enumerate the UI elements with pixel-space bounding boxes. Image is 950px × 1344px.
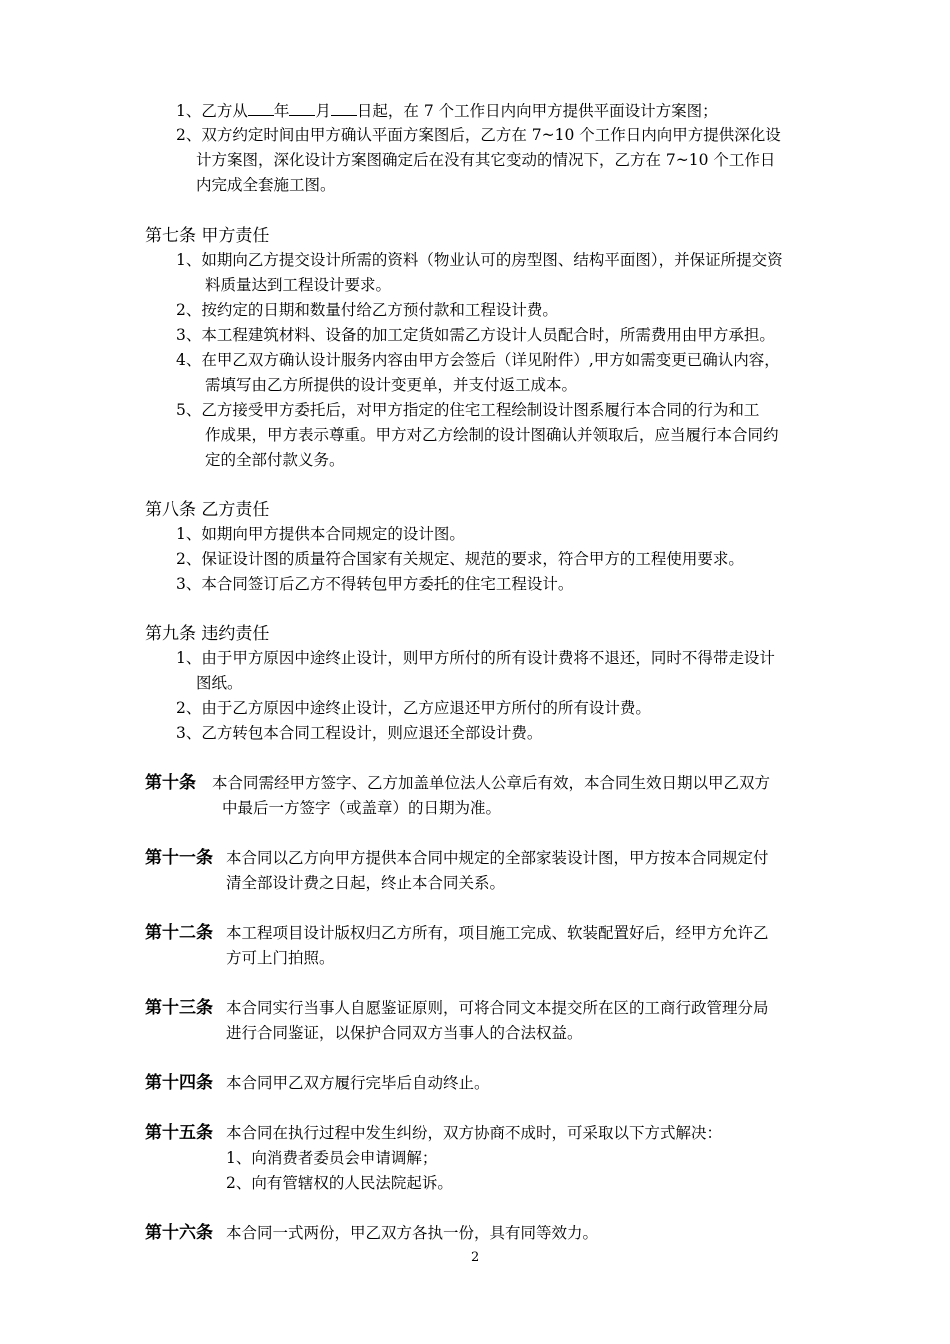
article-11-line: 本合同以乙方向甲方提供本合同中规定的全部家装设计图，甲方按本合同规定付 (226, 849, 769, 867)
clause-text: 年 (273, 102, 290, 120)
article-10-heading: 第十条 (145, 773, 196, 793)
article-9-line: 1、由于甲方原因中途终止设计，则甲方所付的所有设计费将不退还，同时不得带走设计 (176, 649, 775, 667)
article-9-heading: 第九条 违约责任 (145, 624, 270, 644)
clause-text: 日起，在 7 个工作日内向甲方提供平面设计方案图； (356, 102, 718, 120)
article-15-line: 2、向有管辖权的人民法院起诉。 (226, 1174, 453, 1192)
article-7-line: 料质量达到工程设计要求。 (205, 276, 392, 294)
article-16-line: 本合同一式两份，甲乙双方各执一份，具有同等效力。 (226, 1224, 599, 1242)
article-9-line: 3、乙方转包本合同工程设计，则应退还全部设计费。 (176, 724, 543, 742)
article-7-line: 2、按约定的日期和数量付给乙方预付款和工程设计费。 (176, 301, 558, 319)
clause-text: 月 (315, 102, 331, 120)
article-15-line: 本合同在执行过程中发生纠纷，双方协商不成时，可采取以下方式解决： (226, 1124, 723, 1142)
article-13-line: 进行合同鉴证，以保护合同双方当事人的合法权益。 (226, 1024, 583, 1042)
article-7-line: 定的全部付款义务。 (205, 451, 345, 469)
article-11-heading: 第十一条 (145, 848, 213, 868)
article-7-line: 需填写由乙方所提供的设计变更单，并支付返工成本。 (205, 376, 578, 394)
article-8-line: 2、保证设计图的质量符合国家有关规定、规范的要求，符合甲方的工程使用要求。 (176, 550, 744, 568)
clause-item-2-line: 内完成全套施工图。 (196, 176, 336, 194)
article-8-line: 1、如期向甲方提供本合同规定的设计图。 (176, 525, 465, 543)
article-13-line: 本合同实行当事人自愿鉴证原则，可将合同文本提交所在区的工商行政管理分局 (226, 999, 769, 1017)
article-14-heading: 第十四条 (145, 1073, 213, 1093)
article-7-line: 作成果，甲方表示尊重。甲方对乙方绘制的设计图确认并领取后，应当履行本合同约 (205, 426, 779, 444)
article-7-line: 4、在甲乙双方确认设计服务内容由甲方会签后（详见附件）,甲方如需变更已确认内容， (176, 351, 780, 369)
article-8-line: 3、本合同签订后乙方不得转包甲方委托的住宅工程设计。 (176, 575, 574, 593)
clause-item-2-line: 计方案图，深化设计方案图确定后在没有其它变动的情况下，乙方在 7~10 个工作日 (196, 151, 776, 169)
clause-item-1 (176, 98, 718, 124)
article-10-line: 本合同需经甲方签字、乙方加盖单位法人公章后有效，本合同生效日期以甲乙双方 (212, 774, 771, 792)
article-11-line: 清全部设计费之日起，终止本合同关系。 (226, 874, 506, 892)
article-14-line: 本合同甲乙双方履行完毕后自动终止。 (226, 1074, 490, 1092)
article-15-line: 1、向消费者委员会申请调解； (226, 1149, 438, 1167)
article-12-heading: 第十二条 (145, 923, 213, 943)
article-10-line: 中最后一方签字（或盖章）的日期为准。 (222, 799, 502, 817)
blank-month-field (289, 98, 315, 116)
blank-day-field (331, 98, 357, 116)
article-7-line: 1、如期向乙方提交设计所需的资料（物业认可的房型图、结构平面图），并保证所提交资 (176, 251, 783, 269)
article-15-heading: 第十五条 (145, 1123, 213, 1143)
article-13-heading: 第十三条 (145, 998, 213, 1018)
article-12-line: 方可上门拍照。 (226, 949, 335, 967)
article-9-line: 图纸。 (196, 674, 243, 692)
clause-item-2-line: 2、双方约定时间由甲方确认平面方案图后，乙方在 7~10 个工作日内向甲方提供深化设 (176, 126, 781, 144)
article-7-heading: 第七条 甲方责任 (145, 226, 270, 246)
article-16-heading: 第十六条 (145, 1223, 213, 1243)
article-12-line: 本工程项目设计版权归乙方所有，项目施工完成、软装配置好后，经甲方允许乙 (226, 924, 769, 942)
clause-text: 1、乙方从 (176, 102, 248, 120)
article-9-line: 2、由于乙方原因中途终止设计，乙方应退还甲方所付的所有设计费。 (176, 699, 651, 717)
blank-year-field (248, 98, 274, 116)
page-number: 2 (471, 1250, 480, 1265)
article-7-line: 5、乙方接受甲方委托后，对甲方指定的住宅工程绘制设计图系履行本合同的行为和工 (176, 401, 760, 419)
article-8-heading: 第八条 乙方责任 (145, 500, 270, 520)
article-7-line: 3、本工程建筑材料、设备的加工定货如需乙方设计人员配合时，所需费用由甲方承担。 (176, 326, 775, 344)
